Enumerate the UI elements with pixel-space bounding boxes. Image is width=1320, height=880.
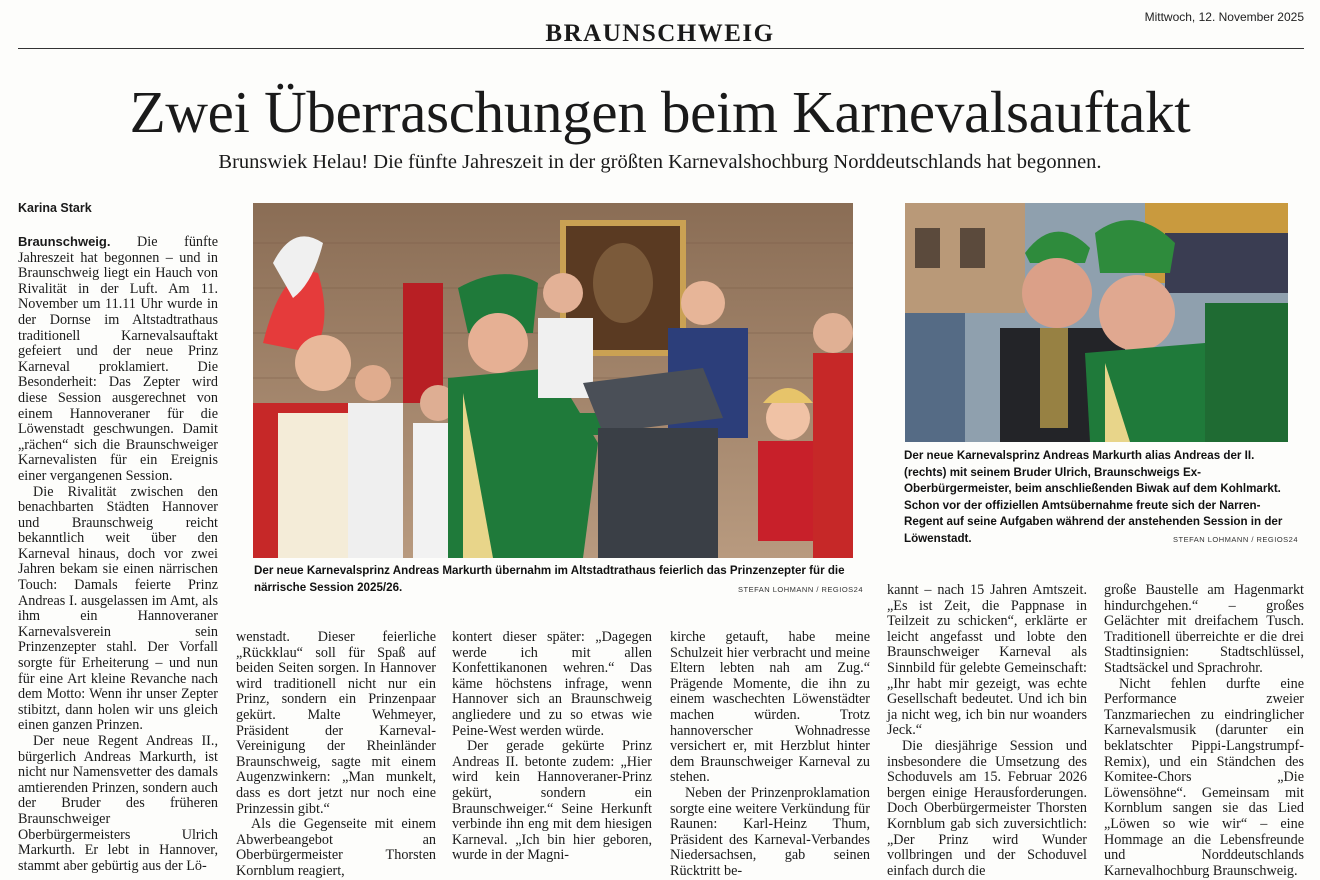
paragraph — [18, 234, 218, 485]
header-rule — [18, 48, 1304, 49]
paragraph-text: Die fünfte Jahreszeit hat begonnen – und in Braunschweig liegt ein Hauch von Rivalität in der Luft. Am 11. November um 11.11 Uhr wurde in der Dornse im Altstadtrathaus traditionell Karnevalsauftakt gefeiert und der neue Prinz Karneval proklamiert. Die Besonderheit: Das Zepter wird diese Session ausgerechnet von einem Hannoveraner für die Löwenstadt geschwungen. Damit „rächen“ sich die Braunschweiger Karnevalisten für ein Ereignis einer vergangenen Session. — [18, 234, 218, 484]
paragraph: kirche getauft, habe meine Schulzeit hier verbracht und meine Eltern lebten nah am Zug.“ Prägende Momente, die ihn zu einem waschechten Löwenstädter machen würden. Trotz hannoverscher Wohnadresse versichert er, mit Herzblut hinter dem Braunschweiger Karneval zu stehen. — [670, 629, 870, 786]
main-photo-credit: STEFAN LOHMANN / REGIOS24 — [738, 585, 864, 594]
paragraph: Die diesjährige Session und insbesondere die Umsetzung des Schoduvels am 15. Februar 2026 bergen einige Herausforderungen. Doch Oberbürgermeister Thorsten Kornblum gab sich zuversichtlich: „Der Prinz wird Wunder vollbringen und der Schoduvel einfach durch die — [887, 737, 1087, 879]
side-photo-credit: STEFAN LOHMANN / REGIOS24 — [1173, 535, 1299, 544]
column-4 — [670, 629, 870, 879]
issue-date: Mittwoch, 12. November 2025 — [1144, 10, 1304, 24]
main-photo — [253, 203, 853, 558]
paragraph: kontert dieser später: „Dagegen werde ich mit allen Konfettikanonen wehren.“ Das käme höchstens infrage, wenn Hannover sich an Braunschweig angliedere und zu so etwas wie Peine-West werden würde. — [452, 629, 652, 739]
paragraph: Als die Gegenseite mit einem Abwerbeangebot an Oberbürgermeister Thorsten Kornblum reagiert, — [236, 816, 436, 879]
dateline: Braunschweig. — [18, 234, 111, 249]
paragraph: Der neue Regent Andreas II., bürgerlich Andreas Markurth, ist nicht nur Namensvetter des damals amtierenden Prinzen, sondern auch der Bruder des früheren Braunschweiger Oberbürgermeisters Ulrich Markurth. Er lebt in Hannover, stammt aber gebürtig aus der Lö- — [18, 733, 218, 874]
side-photo — [905, 203, 1288, 442]
column-3 — [452, 630, 652, 865]
column-1 — [18, 234, 218, 874]
headline: Zwei Überraschungen beim Karnevalsauftakt — [129, 79, 1191, 145]
author-byline: Karina Stark — [18, 201, 92, 215]
column-6 — [1104, 582, 1304, 879]
paragraph: kannt – nach 15 Jahren Amtszeit. „Es ist Zeit, die Pappnase in Teilzeit zu schicken“, erklärte er leicht angefasst und lobte den Braunschweiger Karneval als Sinnbild für gelebte Gemeinschaft: „Ihr habt mir gezeigt, was echte Gesellschaft bedeutet. Und ich bin ja nicht weg, ich bin nur woanders Jeck.“ — [887, 582, 1087, 739]
paragraph: große Baustelle am Hagenmarkt hindurchgehen.“ – großes Gelächter mit dreifachem Tusch. Traditionell überreichte er die drei Stadtinsignien: Stadtschlüssel, Stadtsäckel und Sprachrohr. — [1104, 582, 1304, 676]
paragraph: Der gerade gekürte Prinz Andreas II. betonte zudem: „Hier wird kein Hannoveraner-Prinz gekürt, sondern ein Braunschweiger.“ Seine Herkunft verbinde ihn eng mit dem hiesigen Karneval. „Ich bin hier geboren, wurde in der Magni- — [452, 738, 652, 864]
paragraph: wenstadt. Dieser feierliche „Rückklau“ soll für Spaß auf beiden Seiten sorgen. In Hannover wird traditionell nicht nur ein Prinz, sondern ein Prinzenpaar gekürt. Malte Wehmeyer, Präsident der Karneval-Vereinigung der Rheinländer Braunschweig, sagte mit einem Augenzwinkern: „Man munkelt, dass es dort jetzt nur noch eine Prinzessin gibt.“ — [236, 629, 436, 817]
paragraph: Die Rivalität zwischen den benachbarten Städten Hannover und Braunschweig reicht bekanntlich weit über den Karneval hinaus, doch vor zwei Jahren bekam sie einen närrischen Touch: Damals feierte Prinz Andreas I. ausgelassen im Amt, als ihm ein Hannoveraner Karnevalsverein sein Prinzenzepter stahl. Der Vorfall sorgte für Erheiterung – und nun für eine Art kleine Revanche nach dem Motto: Wenn ihr unser Zepter stibitzt, dann holen wir uns gleich einen ganzen Prinzen. — [18, 483, 218, 734]
paragraph: Neben der Prinzenproklamation sorgte eine weitere Verkündung für Raunen: Karl-Heinz Thum, Präsident des Karneval-Verbandes Niedersachsen, gab seinen Rücktritt be- — [670, 784, 870, 879]
side-photo-caption: Der neue Karnevalsprinz Andreas Markurth alias Andreas der II. (rechts) mit seinem Bruder Ulrich, Braunschweigs Ex-Oberbürgermeister, beim anschließenden Biwak auf dem Kohlmarkt. Schon vor der offiziellen Amtsübernahme freute sich der Narren-Regent auf seine Aufgaben während der anstehenden Session in der Löwenstadt. — [904, 449, 1283, 545]
section-title: BRAUNSCHWEIG — [545, 20, 775, 47]
paragraph: Nicht fehlen durfte eine Performance zweier Tanzmariechen zu eindringlicher Karnevalsmusik (darunter ein beklatschter Pippi-Langstrumpf-Remix), und ein Ständchen des Komitee-Chors „Die Löwensöhne“. Gemeinsam mit Kornblum sangen sie das Lied „Löwen so wie wir“ – eine Hommage an die Lebensfreunde und Norddeutschlands Karnevalhochburg Braunschweig. — [1104, 675, 1304, 879]
deck: Brunswiek Helau! Die fünfte Jahreszeit in der größten Karnevalshochburg Norddeutschlands hat begonnen. — [218, 151, 1102, 173]
column-2 — [236, 629, 436, 879]
main-photo-caption: Der neue Karnevalsprinz Andreas Markurth übernahm im Altstadtrathaus feierlich das Prinzenzepter für die närrische Session 2025/26. — [254, 564, 845, 594]
column-5 — [887, 582, 1087, 879]
